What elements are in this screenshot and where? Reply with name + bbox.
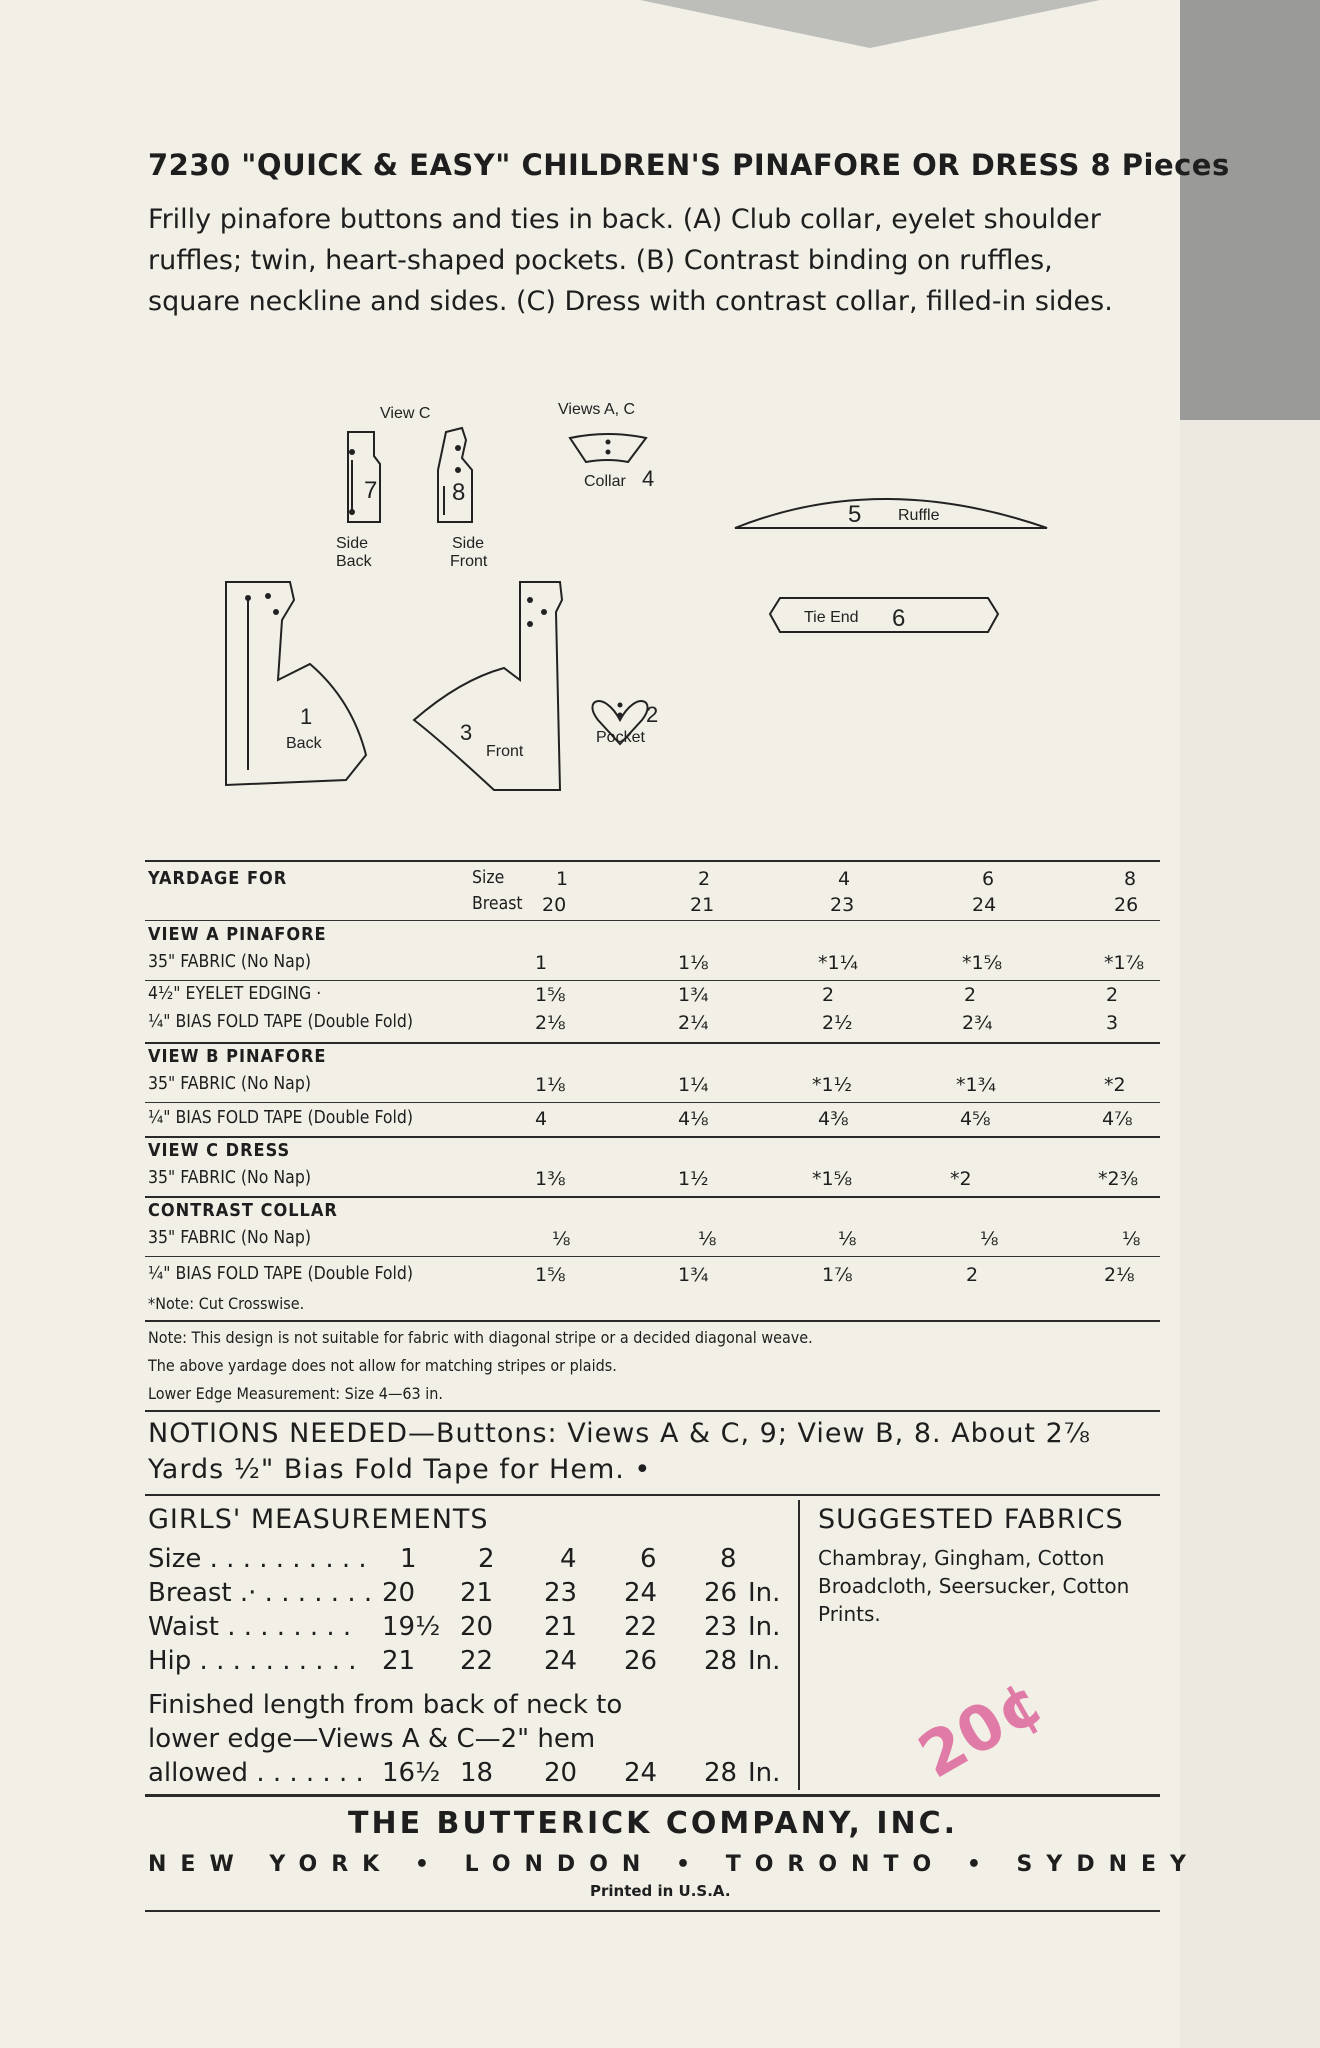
row-label: 35" FABRIC (No Nap) — [148, 1228, 311, 1248]
piece-label-pocket: Pocket — [596, 729, 645, 746]
meas-cell: 2 — [478, 1544, 495, 1574]
meas-cell: 1 — [400, 1544, 417, 1574]
notions-line: Yards ½" Bias Fold Tape for Hem. • — [148, 1454, 652, 1485]
meas-cell: 26 — [624, 1646, 658, 1676]
rule — [145, 1042, 1160, 1044]
cell: 1¾ — [678, 984, 709, 1006]
breast-col-5: 26 — [1114, 894, 1139, 916]
cell: 2½ — [822, 1012, 853, 1034]
meas-cell: 23 — [704, 1612, 738, 1642]
piece-label-ruffle: Ruffle — [898, 507, 940, 524]
size-col-2: 2 — [698, 868, 711, 890]
piece-number-7: 7 — [364, 477, 378, 504]
cell: 4⅜ — [818, 1108, 849, 1130]
label-views-ac: Views A, C — [558, 401, 636, 418]
cell: ⅛ — [698, 1228, 717, 1250]
section-contrast-collar: CONTRAST COLLAR — [148, 1200, 338, 1221]
cell: 1¾ — [678, 1264, 709, 1286]
cell: 1⅛ — [678, 952, 709, 974]
meas-cell: 22 — [460, 1646, 494, 1676]
cell: 2 — [1106, 984, 1119, 1006]
breast-label: Breast — [472, 894, 523, 914]
cell: 1⅝ — [535, 1264, 566, 1286]
piece-ruffle-outline — [735, 499, 1047, 528]
meas-cell: 26 — [704, 1578, 738, 1608]
piece-number-5: 5 — [848, 501, 862, 528]
size-col-3: 4 — [838, 868, 851, 890]
piece-number-2: 2 — [646, 702, 659, 727]
cell: *1¾ — [956, 1074, 997, 1096]
rule — [145, 1494, 1160, 1496]
crosswise-footnote: *Note: Cut Crosswise. — [148, 1294, 305, 1313]
row-label: 35" FABRIC (No Nap) — [148, 1168, 311, 1188]
company-cities: NEW YORK • LONDON • TORONTO • SYDNEY — [148, 1852, 1200, 1877]
size-col-5: 8 — [1124, 868, 1137, 890]
rule — [145, 1196, 1160, 1198]
rule — [145, 1410, 1160, 1412]
cell: 1⅝ — [535, 984, 566, 1006]
row-label: 4½" EYELET EDGING · — [148, 984, 322, 1004]
meas-cell: 22 — [624, 1612, 658, 1642]
meas-label: Waist . . . . . . . . — [148, 1612, 352, 1642]
piece-label-side-front-1: Side — [452, 535, 485, 552]
cell: ⅛ — [980, 1228, 999, 1250]
finished-cell: 28 — [704, 1758, 738, 1788]
cell: 3 — [1106, 1012, 1119, 1034]
piece-number-4: 4 — [642, 466, 655, 491]
breast-col-1: 20 — [542, 894, 567, 916]
finished-cell: 18 — [460, 1758, 494, 1788]
description-line: square neckline and sides. (C) Dress with contrast collar, filled-in sides. — [148, 286, 1113, 317]
meas-label: Breast .· . . . . . . . — [148, 1578, 373, 1608]
pattern-title: 7230 "QUICK & EASY" CHILDREN'S PINAFORE OR DRESS 8 Pieces — [148, 148, 1230, 182]
cell: 1⅜ — [535, 1168, 566, 1190]
finished-cell: 24 — [624, 1758, 658, 1788]
cell: *2 — [950, 1168, 972, 1190]
measurements-heading: GIRLS' MEASUREMENTS — [148, 1504, 489, 1535]
meas-cell: 24 — [624, 1578, 658, 1608]
row-label: ¼" BIAS FOLD TAPE (Double Fold) — [148, 1108, 414, 1128]
meas-cell: 21 — [460, 1578, 494, 1608]
row-label: ¼" BIAS FOLD TAPE (Double Fold) — [148, 1012, 414, 1032]
meas-label: Size . . . . . . . . . . — [148, 1544, 367, 1574]
meas-cell: 21 — [382, 1646, 416, 1676]
description-line: ruffles; twin, heart-shaped pockets. (B) Contrast binding on ruffles, — [148, 245, 1053, 276]
row-label: 35" FABRIC (No Nap) — [148, 952, 311, 972]
cell: 1⅞ — [822, 1264, 853, 1286]
pattern-pieces-diagram — [0, 0, 1320, 820]
cell: *1⅝ — [962, 952, 1003, 974]
meas-cell: 20 — [460, 1612, 494, 1642]
cell: *1⅞ — [1104, 952, 1145, 974]
label-view-c: View C — [380, 405, 431, 422]
piece-label-side-back-1: Side — [336, 535, 369, 552]
row-label: ¼" BIAS FOLD TAPE (Double Fold) — [148, 1264, 414, 1284]
cell: 1½ — [678, 1168, 709, 1190]
piece-number-6: 6 — [892, 605, 906, 632]
cell: 2 — [966, 1264, 979, 1286]
description-line: Frilly pinafore buttons and ties in back. (A) Club collar, eyelet shoulder — [148, 204, 1101, 235]
cell: 2 — [964, 984, 977, 1006]
breast-col-3: 23 — [830, 894, 855, 916]
finished-length-label: allowed . . . . . . . — [148, 1758, 364, 1788]
piece-label-side-back-2: Back — [336, 553, 372, 570]
piece-label-side-front-2: Front — [450, 553, 488, 570]
meas-label: Hip . . . . . . . . . . — [148, 1646, 357, 1676]
price-stamp: 20¢ — [906, 1664, 1056, 1793]
cell: *1½ — [812, 1074, 853, 1096]
cell: 1⅛ — [535, 1074, 566, 1096]
breast-col-4: 24 — [972, 894, 997, 916]
size-col-1: 1 — [556, 868, 569, 890]
rule — [145, 860, 1160, 862]
rule — [145, 1136, 1160, 1138]
finished-cell: 16½ — [382, 1758, 441, 1788]
cell: ⅛ — [838, 1228, 857, 1250]
finished-length-line: lower edge—Views A & C—2" hem — [148, 1724, 596, 1754]
breast-col-2: 21 — [690, 894, 715, 916]
rule — [145, 1910, 1160, 1912]
note-line: Note: This design is not suitable for fabric with diagonal stripe or a decided diagonal weave. — [148, 1328, 813, 1347]
yardage-heading: YARDAGE FOR — [148, 868, 288, 889]
meas-unit: In. — [748, 1612, 781, 1642]
cell: 4⅛ — [678, 1108, 709, 1130]
section-view-b: VIEW B PINAFORE — [148, 1046, 327, 1067]
size-col-4: 6 — [982, 868, 995, 890]
cell: 4⅝ — [960, 1108, 991, 1130]
piece-label-collar: Collar — [584, 473, 626, 490]
meas-cell: 20 — [382, 1578, 416, 1608]
section-view-c: VIEW C DRESS — [148, 1140, 291, 1161]
cell: 4⅞ — [1102, 1108, 1133, 1130]
size-label: Size — [472, 868, 505, 888]
cell: *2 — [1104, 1074, 1126, 1096]
piece-label-front: Front — [486, 743, 524, 760]
cell: 2¾ — [962, 1012, 993, 1034]
printed-in: Printed in U.S.A. — [590, 1882, 731, 1900]
cell: 4 — [535, 1108, 548, 1130]
cell: 2⅛ — [535, 1012, 566, 1034]
note-line: The above yardage does not allow for matching stripes or plaids. — [148, 1356, 617, 1375]
row-label: 35" FABRIC (No Nap) — [148, 1074, 311, 1094]
meas-cell: 24 — [544, 1646, 578, 1676]
cell: 1 — [535, 952, 548, 974]
rule — [145, 980, 1160, 981]
meas-unit: In. — [748, 1578, 781, 1608]
piece-number-1: 1 — [300, 704, 313, 729]
cell: *1⅝ — [812, 1168, 853, 1190]
rule — [145, 1102, 1160, 1103]
piece-collar-outline — [570, 434, 646, 462]
rule — [145, 1256, 1160, 1257]
finished-cell: 20 — [544, 1758, 578, 1788]
meas-cell: 19½ — [382, 1612, 441, 1642]
fabrics-heading: SUGGESTED FABRICS — [818, 1504, 1124, 1535]
piece-label-tie-end: Tie End — [804, 609, 859, 626]
cell: ⅛ — [552, 1228, 571, 1250]
meas-cell: 21 — [544, 1612, 578, 1642]
meas-cell: 28 — [704, 1646, 738, 1676]
piece-number-3: 3 — [460, 720, 473, 745]
fabrics-line: Prints. — [818, 1602, 881, 1626]
meas-cell: 23 — [544, 1578, 578, 1608]
company-name: THE BUTTERICK COMPANY, INC. — [348, 1806, 959, 1841]
rule — [145, 1320, 1160, 1322]
section-view-a: VIEW A PINAFORE — [148, 924, 327, 945]
finished-length-line: Finished length from back of neck to — [148, 1690, 623, 1720]
meas-cell: 6 — [640, 1544, 657, 1574]
note-line: Lower Edge Measurement: Size 4—63 in. — [148, 1384, 443, 1403]
cell: *1¼ — [818, 952, 859, 974]
cell: 2¼ — [678, 1012, 709, 1034]
rule — [145, 1794, 1160, 1797]
finished-unit: In. — [748, 1758, 781, 1788]
rule — [145, 920, 1160, 921]
cell: *2⅜ — [1098, 1168, 1139, 1190]
meas-cell: 4 — [560, 1544, 577, 1574]
piece-number-8: 8 — [452, 479, 466, 506]
fabrics-line: Broadcloth, Seersucker, Cotton — [818, 1574, 1130, 1598]
meas-unit: In. — [748, 1646, 781, 1676]
cell: 2 — [822, 984, 835, 1006]
piece-label-back: Back — [286, 735, 322, 752]
cell: ⅛ — [1122, 1228, 1141, 1250]
column-divider — [798, 1500, 800, 1790]
cell: 1¼ — [678, 1074, 709, 1096]
notions-line: NOTIONS NEEDED—Buttons: Views A & C, 9; View B, 8. About 2⅞ — [148, 1418, 1091, 1449]
cell: 2⅛ — [1104, 1264, 1135, 1286]
fabrics-line: Chambray, Gingham, Cotton — [818, 1546, 1105, 1570]
meas-cell: 8 — [720, 1544, 737, 1574]
